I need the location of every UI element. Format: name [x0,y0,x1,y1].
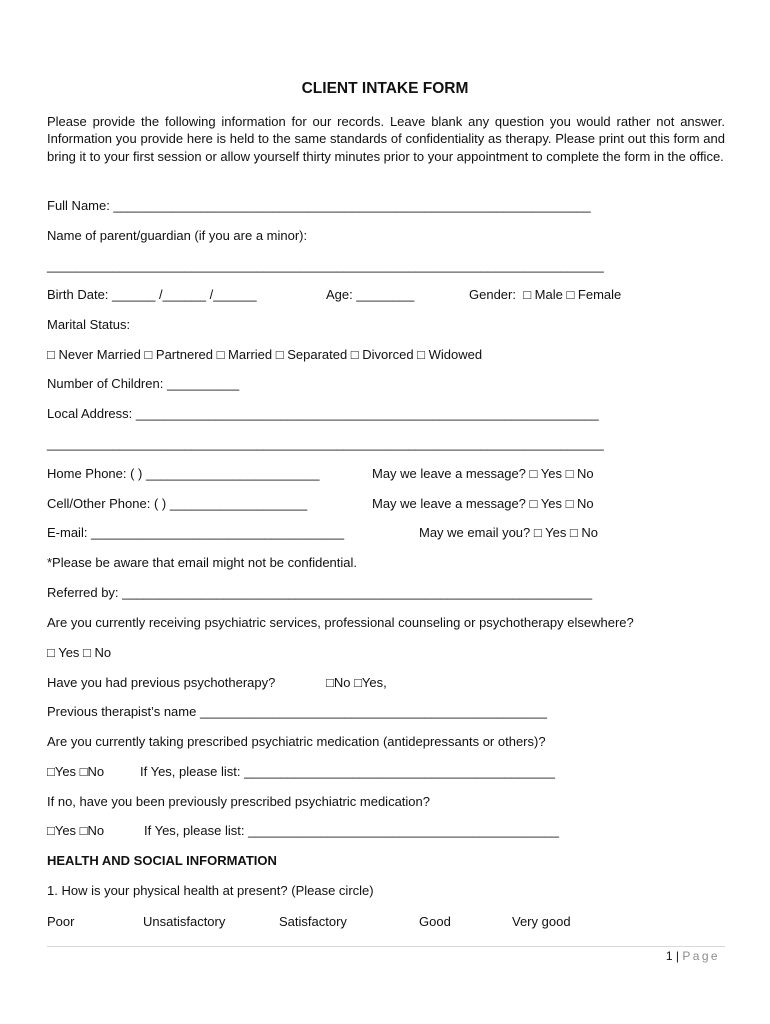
full-name-field[interactable]: Full Name: __________________________________________________________________ [47,198,591,213]
previous-therapy-question: Have you had previous psychotherapy? [47,675,276,690]
physical-health-question: 1. How is your physical health at present? (Please circle) [47,883,374,898]
form-title: CLIENT INTAKE FORM [301,80,469,97]
previous-therapy-options[interactable]: □No □Yes, [326,675,387,690]
health-section-heading: HEALTH AND SOCIAL INFORMATION [47,853,277,868]
footer-separator: | [675,949,680,963]
previous-medication-options[interactable]: □Yes □No [47,823,105,838]
email-permission-options[interactable]: May we email you? □ Yes □ No [419,525,599,540]
marital-status-options[interactable]: □ Never Married □ Partnered □ Married □ Separated □ Divorced □ Widowed [47,347,483,362]
age-field[interactable]: Age: ________ [326,287,415,302]
email-confidentiality-note: *Please be aware that email might not be confidential. [47,555,358,570]
current-services-question: Are you currently receiving psychiatric services, professional counseling or psychotherapy elsewhere? [47,615,634,630]
rating-option-poor[interactable]: Poor [47,914,75,929]
parent-guardian-label: Name of parent/guardian (if you are a minor): [47,228,308,243]
home-phone-field[interactable]: Home Phone: ( ) ________________________ [47,466,320,481]
intro-paragraph: Please provide the following information for our records. Leave blank any question you would rather not answer. Information you provide here is held to the same standards of confidentiality as therapy. Please print out this form and bring it to your first session or allow yourself thirty minutes prior to your appointment to complete the form in the office. [47,114,725,164]
current-medication-options[interactable]: □Yes □No [47,764,105,779]
page-number: 1 [665,949,673,963]
marital-status-label: Marital Status: [47,317,131,332]
address-line-2-field[interactable]: _____________________________________________________________________________ [47,436,604,451]
previous-therapist-field[interactable]: Previous therapist’s name ________________________________________________ [47,704,547,719]
current-medication-question: Are you currently taking prescribed psychiatric medication (antidepressants or others)? [47,734,546,749]
cell-phone-message-options[interactable]: May we leave a message? □ Yes □ No [372,496,594,511]
rating-option-good[interactable]: Good [419,914,451,929]
rating-option-unsatisfactory[interactable]: Unsatisfactory [143,914,226,929]
rating-option-very-good[interactable]: Very good [512,914,571,929]
previous-medication-question: If no, have you been previously prescribed psychiatric medication? [47,794,430,809]
page-word: Page [682,949,720,963]
local-address-field[interactable]: Local Address: ________________________________________________________________ [47,406,599,421]
previous-medication-list-field[interactable]: If Yes, please list: ___________________________________________ [144,823,559,838]
parent-guardian-field[interactable]: _____________________________________________________________________________ [47,258,604,273]
gender-options[interactable]: Gender: □ Male □ Female [469,287,622,302]
rating-option-satisfactory[interactable]: Satisfactory [279,914,347,929]
children-field[interactable]: Number of Children: __________ [47,376,240,391]
cell-phone-field[interactable]: Cell/Other Phone: ( ) ___________________ [47,496,308,511]
current-services-options[interactable]: □ Yes □ No [47,645,112,660]
page-footer [666,949,720,964]
email-field[interactable]: E-mail: ___________________________________ [47,525,345,540]
birth-date-field[interactable]: Birth Date: ______ /______ /______ [47,287,257,302]
current-medication-list-field[interactable]: If Yes, please list: ___________________________________________ [140,764,555,779]
home-phone-message-options[interactable]: May we leave a message? □ Yes □ No [372,466,594,481]
referred-by-field[interactable]: Referred by: _________________________________________________________________ [47,585,593,600]
footer-divider [47,946,725,947]
